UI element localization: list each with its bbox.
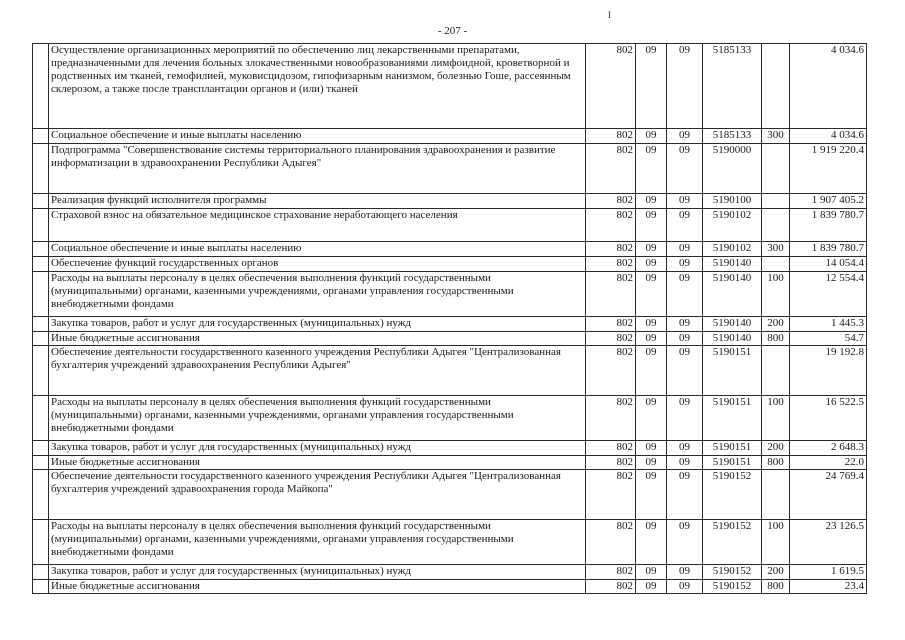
amount: 22.0: [790, 456, 867, 470]
blank-cell: [33, 257, 49, 272]
table-row: [33, 346, 867, 396]
item-name: Закупка товаров, работ и услуг для государственных (муниципальных) нужд: [49, 441, 586, 456]
amount: 1 919 220.4: [790, 144, 867, 194]
subsection-code: 09: [667, 44, 703, 129]
table-row: [33, 242, 867, 257]
blank-cell: [33, 317, 49, 332]
amount: 54.7: [790, 332, 867, 346]
amount: 24 769.4: [790, 470, 867, 520]
section-code: 09: [636, 44, 667, 129]
table-row: [33, 44, 867, 129]
blank-cell: [33, 456, 49, 470]
amount: 23 126.5: [790, 520, 867, 565]
amount: 23.4: [790, 580, 867, 594]
grbs-code: 802: [586, 317, 636, 332]
target-article-code: 5190140: [703, 272, 762, 317]
amount: 2 648.3: [790, 441, 867, 456]
expense-type-code: 300: [762, 242, 790, 257]
grbs-code: 802: [586, 565, 636, 580]
expense-type-code: 200: [762, 565, 790, 580]
subsection-code: 09: [667, 456, 703, 470]
grbs-code: 802: [586, 456, 636, 470]
target-article-code: 5190140: [703, 317, 762, 332]
grbs-code: 802: [586, 520, 636, 565]
item-name: Социальное обеспечение и иные выплаты населению: [49, 242, 586, 257]
section-code: 09: [636, 580, 667, 594]
amount: 14 054.4: [790, 257, 867, 272]
target-article-code: 5190151: [703, 346, 762, 396]
subsection-code: 09: [667, 332, 703, 346]
table-row: [33, 317, 867, 332]
subsection-code: 09: [667, 257, 703, 272]
table-row: [33, 129, 867, 144]
target-article-code: 5190152: [703, 565, 762, 580]
expense-type-code: 100: [762, 520, 790, 565]
target-article-code: 5190102: [703, 242, 762, 257]
table-row: [33, 456, 867, 470]
item-name: Иные бюджетные ассигнования: [49, 456, 586, 470]
target-article-code: 5185133: [703, 44, 762, 129]
section-code: 09: [636, 317, 667, 332]
expense-type-code: [762, 194, 790, 209]
grbs-code: 802: [586, 470, 636, 520]
table-row: [33, 209, 867, 242]
expense-type-code: [762, 144, 790, 194]
amount: 16 522.5: [790, 396, 867, 441]
section-code: 09: [636, 456, 667, 470]
grbs-code: 802: [586, 332, 636, 346]
amount: 1 839 780.7: [790, 209, 867, 242]
subsection-code: 09: [667, 209, 703, 242]
expense-type-code: 800: [762, 332, 790, 346]
target-article-code: 5185133: [703, 129, 762, 144]
item-name: Социальное обеспечение и иные выплаты населению: [49, 129, 586, 144]
item-name: Обеспечение функций государственных органов: [49, 257, 586, 272]
subsection-code: 09: [667, 129, 703, 144]
expense-type-code: 100: [762, 272, 790, 317]
table-row: [33, 396, 867, 441]
blank-cell: [33, 520, 49, 565]
blank-cell: [33, 194, 49, 209]
expense-type-code: [762, 209, 790, 242]
expense-type-code: [762, 470, 790, 520]
amount: 1 445.3: [790, 317, 867, 332]
target-article-code: 5190152: [703, 470, 762, 520]
amount: 1 907 405.2: [790, 194, 867, 209]
section-code: 09: [636, 332, 667, 346]
expense-type-code: 200: [762, 317, 790, 332]
table-row: [33, 272, 867, 317]
expense-type-code: 800: [762, 580, 790, 594]
table-row: [33, 565, 867, 580]
grbs-code: 802: [586, 441, 636, 456]
section-code: 09: [636, 272, 667, 317]
blank-cell: [33, 242, 49, 257]
item-name: Подпрограмма "Совершенствование системы территориального планирования здравоохранения и развитие информатизации в здравоохранении Республики Адыгея": [49, 144, 586, 194]
blank-cell: [33, 470, 49, 520]
target-article-code: 5190100: [703, 194, 762, 209]
target-article-code: 5190102: [703, 209, 762, 242]
amount: 1 619.5: [790, 565, 867, 580]
item-name: Иные бюджетные ассигнования: [49, 332, 586, 346]
section-code: 09: [636, 441, 667, 456]
blank-cell: [33, 272, 49, 317]
section-code: 09: [636, 257, 667, 272]
section-code: 09: [636, 565, 667, 580]
table-row: [33, 257, 867, 272]
item-name: Иные бюджетные ассигнования: [49, 580, 586, 594]
table-row: [33, 580, 867, 594]
blank-cell: [33, 209, 49, 242]
target-article-code: 5190152: [703, 580, 762, 594]
item-name: Осуществление организационных мероприятий по обеспечению лиц лекарственными препаратами, предназначенными для лечения больных злокачественными новообразованиями лимфоидной, кроветворной и родственных им тканей, гемофилией, муковисцидозом, гипофизарным нанизмом, болезнью Гоше, рассеянным склерозом, а также после трансплантации органов и (или) тканей: [49, 44, 586, 129]
grbs-code: 802: [586, 272, 636, 317]
blank-cell: [33, 565, 49, 580]
subsection-code: 09: [667, 144, 703, 194]
grbs-code: 802: [586, 580, 636, 594]
section-code: 09: [636, 242, 667, 257]
section-code: 09: [636, 396, 667, 441]
margin-mark: I: [608, 10, 611, 20]
budget-table-body: [33, 44, 867, 594]
amount: 4 034.6: [790, 44, 867, 129]
expense-type-code: 300: [762, 129, 790, 144]
item-name: Расходы на выплаты персоналу в целях обеспечения выполнения функций государственными (муниципальными) органами, казенными учреждениями, органами управления государственными внебюджетными фондами: [49, 396, 586, 441]
item-name: Реализация функций исполнителя программы: [49, 194, 586, 209]
item-name: Обеспечение деятельности государственного казенного учреждения Республики Адыгея "Централизованная бухгалтерия учреждений здравоохранения Республики Адыгея": [49, 346, 586, 396]
subsection-code: 09: [667, 441, 703, 456]
subsection-code: 09: [667, 520, 703, 565]
subsection-code: 09: [667, 242, 703, 257]
item-name: Расходы на выплаты персоналу в целях обеспечения выполнения функций государственными (муниципальными) органами, казенными учреждениями, органами управления государственными внебюджетными фондами: [49, 520, 586, 565]
blank-cell: [33, 580, 49, 594]
page-number: - 207 -: [437, 25, 468, 37]
grbs-code: 802: [586, 209, 636, 242]
blank-cell: [33, 441, 49, 456]
grbs-code: 802: [586, 396, 636, 441]
subsection-code: 09: [667, 272, 703, 317]
item-name: Закупка товаров, работ и услуг для государственных (муниципальных) нужд: [49, 565, 586, 580]
section-code: 09: [636, 129, 667, 144]
blank-cell: [33, 44, 49, 129]
target-article-code: 5190000: [703, 144, 762, 194]
grbs-code: 802: [586, 144, 636, 194]
grbs-code: 802: [586, 257, 636, 272]
blank-cell: [33, 346, 49, 396]
subsection-code: 09: [667, 194, 703, 209]
target-article-code: 5190151: [703, 396, 762, 441]
item-name: Закупка товаров, работ и услуг для государственных (муниципальных) нужд: [49, 317, 586, 332]
table-row: [33, 332, 867, 346]
target-article-code: 5190151: [703, 456, 762, 470]
blank-cell: [33, 129, 49, 144]
grbs-code: 802: [586, 129, 636, 144]
item-name: Страховой взнос на обязательное медицинское страхование неработающего населения: [49, 209, 586, 242]
target-article-code: 5190152: [703, 520, 762, 565]
target-article-code: 5190151: [703, 441, 762, 456]
grbs-code: 802: [586, 242, 636, 257]
grbs-code: 802: [586, 346, 636, 396]
expense-type-code: [762, 346, 790, 396]
grbs-code: 802: [586, 194, 636, 209]
expense-type-code: [762, 44, 790, 129]
budget-table: [32, 43, 867, 594]
subsection-code: 09: [667, 565, 703, 580]
target-article-code: 5190140: [703, 257, 762, 272]
section-code: 09: [636, 144, 667, 194]
table-row: [33, 470, 867, 520]
table-row: [33, 144, 867, 194]
blank-cell: [33, 144, 49, 194]
table-row: [33, 194, 867, 209]
section-code: 09: [636, 209, 667, 242]
subsection-code: 09: [667, 317, 703, 332]
subsection-code: 09: [667, 346, 703, 396]
subsection-code: 09: [667, 396, 703, 441]
section-code: 09: [636, 470, 667, 520]
section-code: 09: [636, 520, 667, 565]
amount: 19 192.8: [790, 346, 867, 396]
section-code: 09: [636, 194, 667, 209]
grbs-code: 802: [586, 44, 636, 129]
target-article-code: 5190140: [703, 332, 762, 346]
amount: 4 034.6: [790, 129, 867, 144]
expense-type-code: [762, 257, 790, 272]
amount: 1 839 780.7: [790, 242, 867, 257]
expense-type-code: 100: [762, 396, 790, 441]
item-name: Обеспечение деятельности государственного казенного учреждения Республики Адыгея "Централизованная бухгалтерия учреждений здравоохранения города Майкопа": [49, 470, 586, 520]
item-name: Расходы на выплаты персоналу в целях обеспечения выполнения функций государственными (муниципальными) органами, казенными учреждениями, органами управления государственными внебюджетными фондами: [49, 272, 586, 317]
section-code: 09: [636, 346, 667, 396]
amount: 12 554.4: [790, 272, 867, 317]
table-row: [33, 520, 867, 565]
table-row: [33, 441, 867, 456]
expense-type-code: 200: [762, 441, 790, 456]
subsection-code: 09: [667, 580, 703, 594]
blank-cell: [33, 332, 49, 346]
subsection-code: 09: [667, 470, 703, 520]
blank-cell: [33, 396, 49, 441]
expense-type-code: 800: [762, 456, 790, 470]
